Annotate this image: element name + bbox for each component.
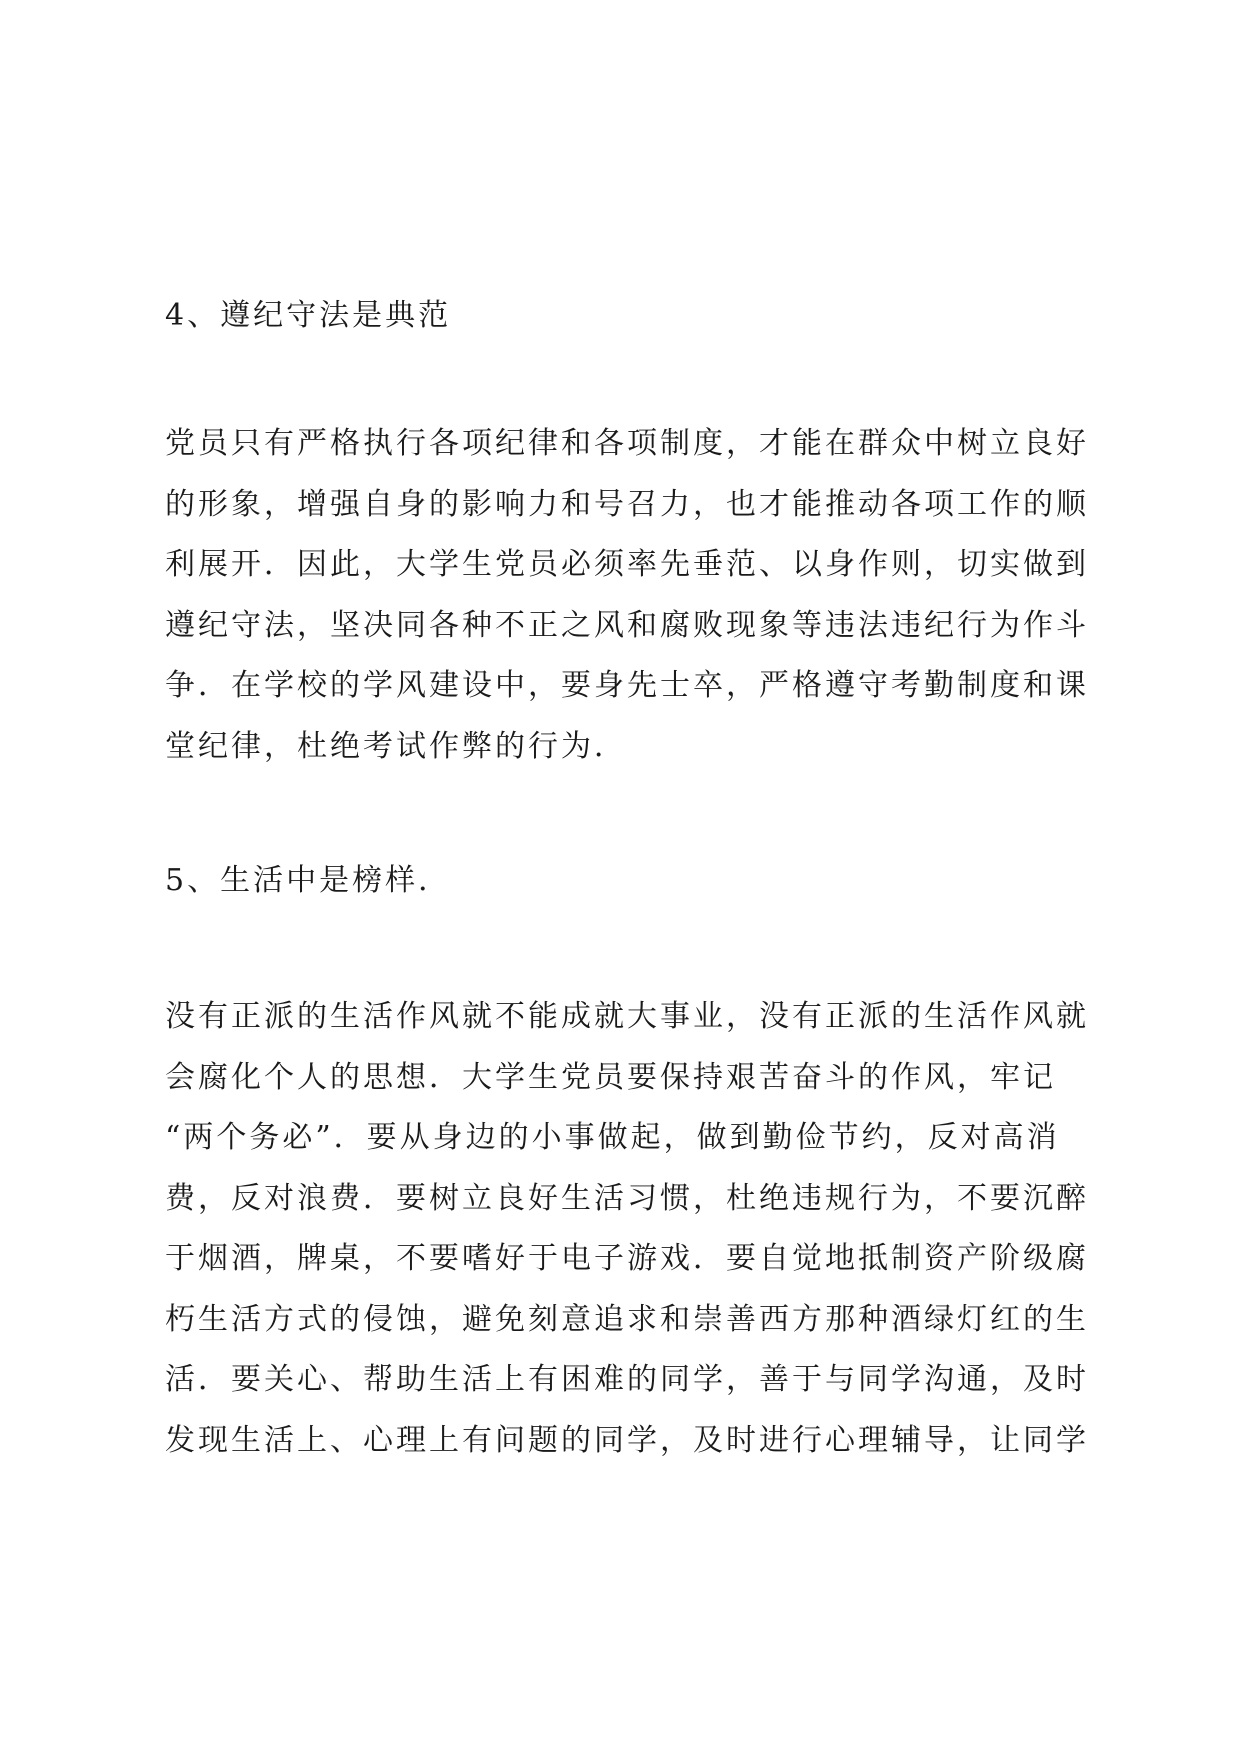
paragraph-line: 堂纪律，杜绝考试作弊的行为．: [165, 728, 627, 764]
paragraph-line: 发现生活上、心理上有问题的同学，及时进行心理辅导，让同学: [165, 1422, 1089, 1458]
document-body: [165, 286, 1090, 1471]
spacer: [165, 911, 1090, 987]
section-5-heading: 5、生活中是榜样．: [165, 863, 452, 898]
paragraph-line: 争．在学校的学风建设中，要身先士卒，严格遵守考勤制度和课: [165, 668, 1089, 703]
paragraph-line: 朽生活方式的侵蚀，避免刻意追求和崇善西方那种酒绿灯红的生: [165, 1301, 1089, 1337]
paragraph-line: 活．要关心、帮助生活上有困难的同学，善于与同学沟通，及时: [165, 1362, 1089, 1397]
paragraph-line: 会腐化个人的思想．大学生党员要保持艰苦奋斗的作风，牢记: [165, 1059, 1056, 1095]
section-5-paragraph: [165, 987, 1090, 1471]
section-4-paragraph: [165, 414, 1090, 777]
section-4-heading: 4、遵纪守法是典范: [165, 298, 452, 333]
paragraph-line: 费，反对浪费．要树立良好生活习惯，杜绝违规行为，不要沉醉: [165, 1180, 1089, 1216]
spacer: [165, 346, 1090, 414]
paragraph-line: 遵纪守法，坚决同各种不正之风和腐败现象等违法违纪行为作斗: [165, 607, 1089, 643]
paragraph-line: 的形象，增强自身的影响力和号召力，也才能推动各项工作的顺: [165, 486, 1089, 522]
paragraph-line: 没有正派的生活作风就不能成就大事业，没有正派的生活作风就: [165, 999, 1089, 1034]
spacer: [165, 777, 1090, 851]
paragraph-line: 党员只有严格执行各项纪律和各项制度，才能在群众中树立良好: [165, 426, 1089, 461]
paragraph-line: “两个务必”．要从身边的小事做起，做到勤俭节约，反对高消: [165, 1120, 1060, 1155]
paragraph-line: 于烟酒，牌桌，不要嗜好于电子游戏．要自觉地抵制资产阶级腐: [165, 1241, 1089, 1276]
paragraph-line: 利展开．因此，大学生党员必须率先垂范、以身作则，切实做到: [165, 547, 1089, 582]
